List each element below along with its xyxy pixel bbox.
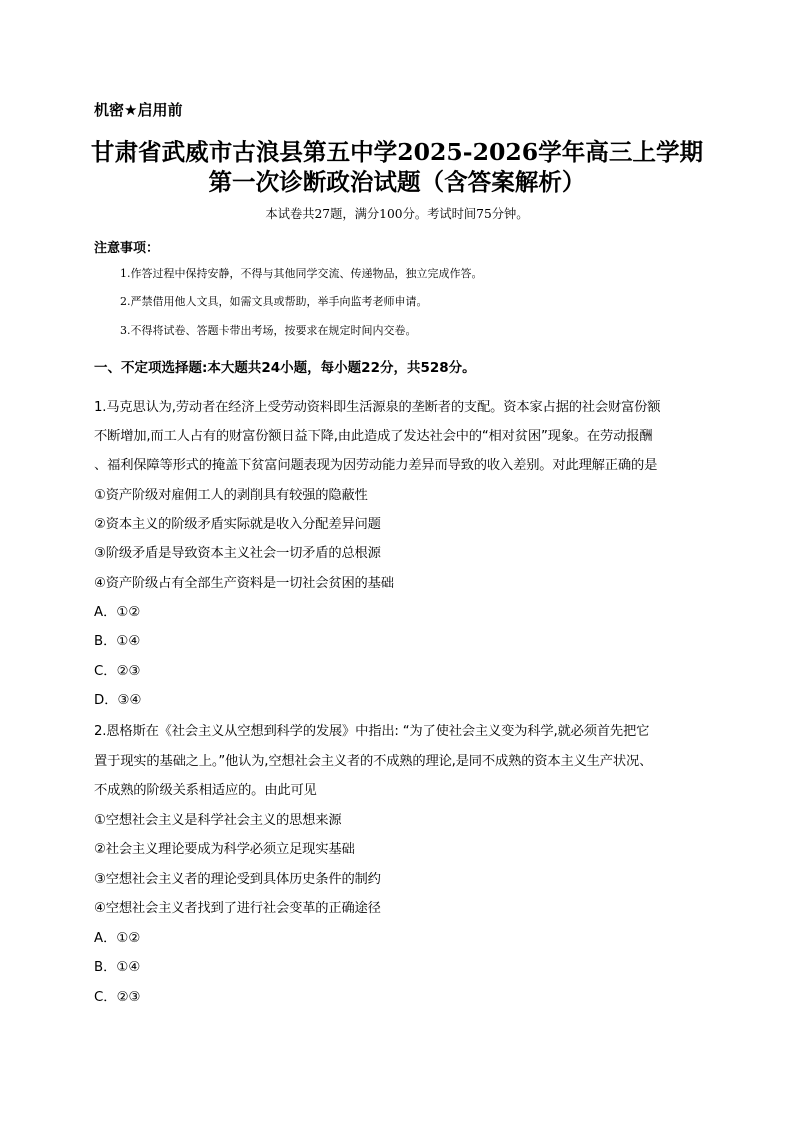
question-1-option-c: C．②③ — [94, 664, 141, 679]
question-2-statement: ③空想社会主义者的理论受到具体历史条件的制约 — [94, 872, 381, 887]
question-1-statement: ④资产阶级占有全部生产资料是一切社会贫困的基础 — [94, 576, 394, 591]
question-2-option-c: C．②③ — [94, 990, 141, 1005]
notice-item: 1.作答过程中保持安静，不得与其他同学交流、传递物品，独立完成作答。 — [120, 267, 483, 280]
question-2-statement: ②社会主义理论要成为科学必须立足现实基础 — [94, 842, 355, 857]
exam-info: 本试卷共27题，满分100分。考试时间75分钟。 — [265, 207, 529, 221]
question-1-statement: ①资产阶级对雇佣工人的剥削具有较强的隐蔽性 — [94, 488, 368, 503]
question-1-line: 、福利保障等形式的掩盖下贫富问题表现为因劳动能力差异而导致的收入差别。对此理解正确的是 — [94, 458, 658, 473]
question-1-option-d: D．③④ — [94, 693, 142, 708]
notice-heading: 注意事项： — [94, 241, 160, 256]
section-heading: 一、不定项选择题:本大题共24小题，每小题22分，共528分。 — [94, 360, 476, 376]
question-2-line: 不成熟的阶级关系相适应的。由此可见 — [94, 783, 317, 798]
question-1-statement: ②资本主义的阶级矛盾实际就是收入分配差异问题 — [94, 517, 381, 532]
question-1-option-a: A．①② — [94, 605, 141, 620]
question-1-statement: ③阶级矛盾是导致资本主义社会一切矛盾的总根源 — [94, 546, 381, 561]
question-2-line: 置于现实的基础之上。”他认为,空想社会主义者的不成熟的理论,是同不成熟的资本主义生产状况、 — [94, 754, 653, 769]
question-2-line: 2.恩格斯在《社会主义从空想到科学的发展》中指出: “为了使社会主义变为科学,就必须首先把它 — [94, 724, 650, 739]
question-1-line: 不断增加,而工人占有的财富份额日益下降,由此造成了发达社会中的“相对贫困”现象。在劳动报酬 — [94, 429, 653, 444]
notice-item: 3.不得将试卷、答题卡带出考场，按要求在规定时间内交卷。 — [120, 324, 417, 337]
question-2-option-a: A．①② — [94, 931, 141, 946]
notice-item: 2.严禁借用他人文具，如需文具或帮助，举手向监考老师申请。 — [120, 295, 428, 308]
exam-title-line-1: 甘肃省武威市古浪县第五中学2025-2026学年高三上学期 — [90, 138, 704, 166]
question-2-option-b: B．①④ — [94, 960, 141, 975]
question-1-line: 1.马克思认为,劳动者在经济上受劳动资料即生活源泉的垄断者的支配。资本家占据的社会财富份额 — [94, 400, 661, 415]
confidential-label: 机密★启用前 — [94, 101, 183, 119]
question-1-option-b: B．①④ — [94, 634, 141, 649]
question-2-statement: ④空想社会主义者找到了进行社会变革的正确途径 — [94, 901, 381, 916]
question-2-statement: ①空想社会主义是科学社会主义的思想来源 — [94, 813, 342, 828]
exam-title-line-2: 第一次诊断政治试题（含答案解析） — [208, 168, 586, 196]
